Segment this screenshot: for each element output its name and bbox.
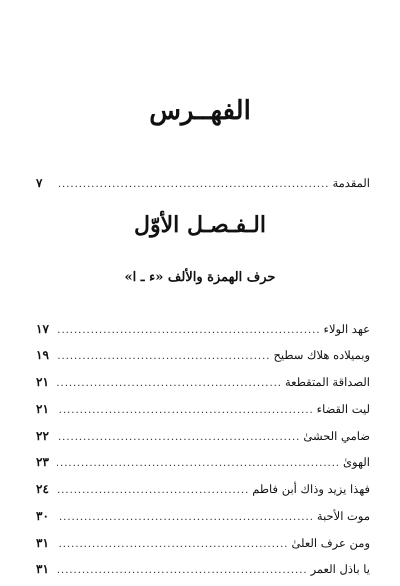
toc-row: [36, 455, 370, 473]
toc-row: [36, 348, 370, 366]
toc-entry-title: ليت القضاء: [316, 402, 370, 416]
dot-leader: [57, 565, 308, 576]
toc-row: [36, 429, 370, 447]
toc-entry-title: الصداقة المتقطعة: [284, 375, 370, 389]
toc-page-number: ٢١: [36, 402, 49, 416]
toc-entry-title: يا باذل العمر: [310, 562, 370, 576]
toc-entry-title: وبميلاده هلاك سطيح: [273, 348, 370, 362]
toc-page-number: ٢١: [36, 375, 49, 389]
dot-leader: [57, 378, 282, 389]
toc-row: [36, 562, 370, 580]
dot-leader: [57, 458, 340, 469]
toc-page-number: ١٩: [36, 348, 49, 362]
toc-page-number: ٣١: [36, 536, 49, 550]
toc-row: [36, 375, 370, 393]
toc-page-number: ٣١: [36, 562, 49, 576]
dot-leader: [57, 432, 300, 443]
toc-row: [36, 509, 370, 527]
toc-entry-title: موت الأحبة: [316, 509, 370, 523]
toc-row: [36, 536, 370, 554]
dot-leader: [57, 405, 314, 416]
dot-leader: [57, 485, 249, 496]
toc-entry-title: فهذا يزيد وذاك أبن فاطم: [252, 482, 370, 496]
dot-leader: [57, 351, 270, 362]
section-subtitle: حرف الهمزة والألف «ء ـ ا»: [124, 270, 276, 285]
chapter-title: الـفـصـل الأوّل: [134, 212, 266, 238]
toc-page-number: ٢٣: [36, 455, 49, 469]
toc-row-intro: [36, 176, 370, 194]
dot-leader: [57, 512, 314, 523]
toc-row: [36, 482, 370, 500]
page-title: الفهــرس: [149, 96, 251, 126]
toc-entry-title: ضامي الحشىٰ: [303, 429, 370, 443]
toc-entry-title: المقدمة: [332, 176, 370, 190]
dot-leader: [57, 539, 288, 550]
toc-entry-title: الهوىٰ: [343, 455, 370, 469]
dot-leader: [57, 325, 321, 336]
toc-row: [36, 402, 370, 420]
toc-entry-title: ومن عرف العلىٰ: [291, 536, 370, 550]
toc-row: [36, 322, 370, 340]
toc-page-number: ٢٢: [36, 429, 49, 443]
toc-page-number: ٣٠: [36, 509, 49, 523]
toc-page-number: ٧: [36, 176, 43, 190]
dot-leader: [57, 179, 329, 190]
toc-page-number: ١٧: [36, 322, 49, 336]
toc-page-number: ٢٤: [36, 482, 49, 496]
toc-entry-title: عهد الولاء: [323, 322, 370, 336]
